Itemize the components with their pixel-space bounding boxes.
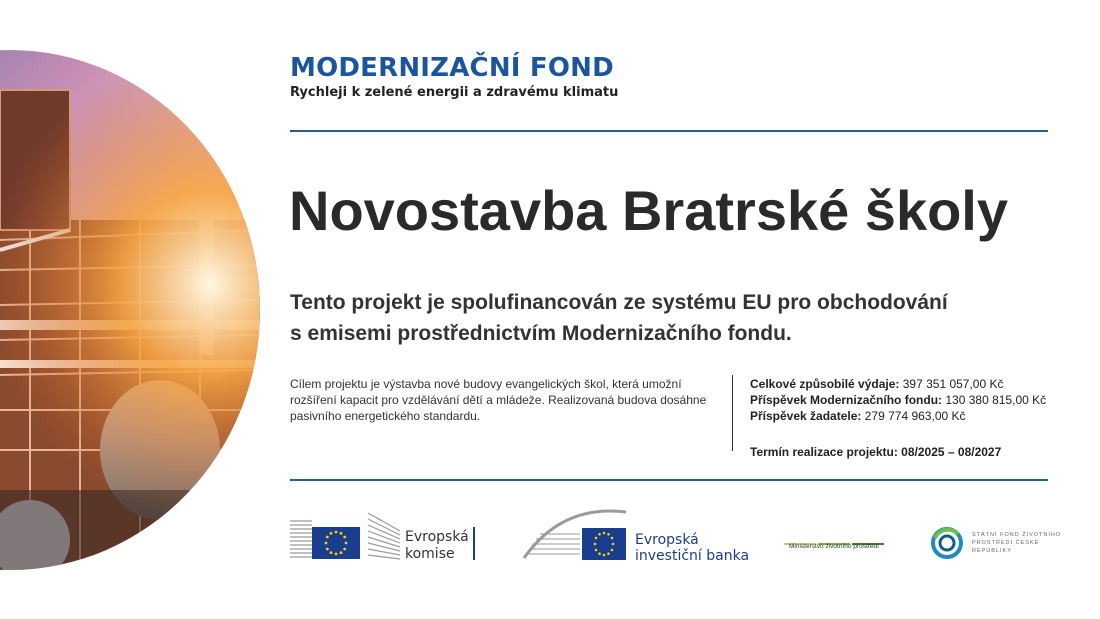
industrial-photo — [0, 50, 260, 570]
bottom-divider — [290, 479, 1048, 481]
fact-fund — [750, 392, 1050, 408]
eib-logo — [522, 508, 752, 564]
industrial-illustration — [0, 50, 260, 570]
cofinance-line-1: Tento projekt je spolufinancován ze systému EU pro obchodování — [290, 291, 948, 314]
ec-label — [405, 529, 469, 563]
fact-term-value: 08/2025 – 08/2027 — [901, 445, 1002, 459]
mzp-label: Ministerstvo životního prostředí — [789, 543, 879, 550]
sfzp-label: STÁTNÍ FOND ŽIVOTNÍHO PROSTŘEDÍ ČESKÉ REPUBLIKY — [972, 532, 1062, 554]
top-divider — [290, 130, 1048, 132]
eib-label-line-1: Evropská — [635, 532, 699, 548]
fact-term-label: Termín realizace projektu: — [750, 445, 898, 459]
project-title: Novostavba Bratrské školy — [289, 179, 1009, 242]
sfzp-logo — [930, 526, 1062, 560]
ec-label-line-1: Evropská — [405, 529, 469, 545]
sfzp-swirl-icon — [930, 526, 966, 560]
european-commission-logo — [290, 505, 480, 561]
project-facts — [750, 376, 1050, 460]
fact-applicant — [750, 408, 1050, 424]
fund-title: MODERNIZAČNÍ FOND — [290, 53, 614, 83]
ec-bar — [473, 527, 475, 560]
project-description: Cílem projektu je výstavba nové budovy evangelických škol, která umožní rozšíření kapacit pro vzdělávání dětí a mládeže. Realizovaná budova dosáhne pasivního energetického standardu. — [290, 377, 707, 423]
fund-subtitle: Rychleji k zelené energii a zdravému klimatu — [290, 85, 619, 100]
eib-label — [635, 532, 749, 564]
fact-term — [750, 444, 1050, 460]
fact-total-value: 397 351 057,00 Kč — [902, 377, 1004, 391]
eib-arc-icon — [522, 508, 632, 564]
fact-fund-label: Příspěvek Modernizačního fondu: — [750, 393, 943, 407]
cofinance-statement — [290, 287, 1010, 349]
fact-applicant-label: Příspěvek žadatele: — [750, 409, 862, 423]
ministry-environment-logo — [784, 535, 884, 555]
fact-fund-value: 130 380 815,00 Kč — [945, 393, 1047, 407]
fact-applicant-value: 279 774 963,00 Kč — [864, 409, 966, 423]
cofinance-line-2: s emisemi prostřednictvím Modernizačního fondu. — [290, 322, 792, 345]
eib-label-line-2: investiční banka — [635, 548, 750, 564]
vertical-divider — [732, 375, 733, 451]
ec-label-line-2: komise — [405, 546, 455, 562]
fact-total-label: Celkové způsobilé výdaje: — [750, 377, 900, 391]
fact-total — [750, 376, 1050, 392]
ec-building-icon — [290, 505, 402, 561]
